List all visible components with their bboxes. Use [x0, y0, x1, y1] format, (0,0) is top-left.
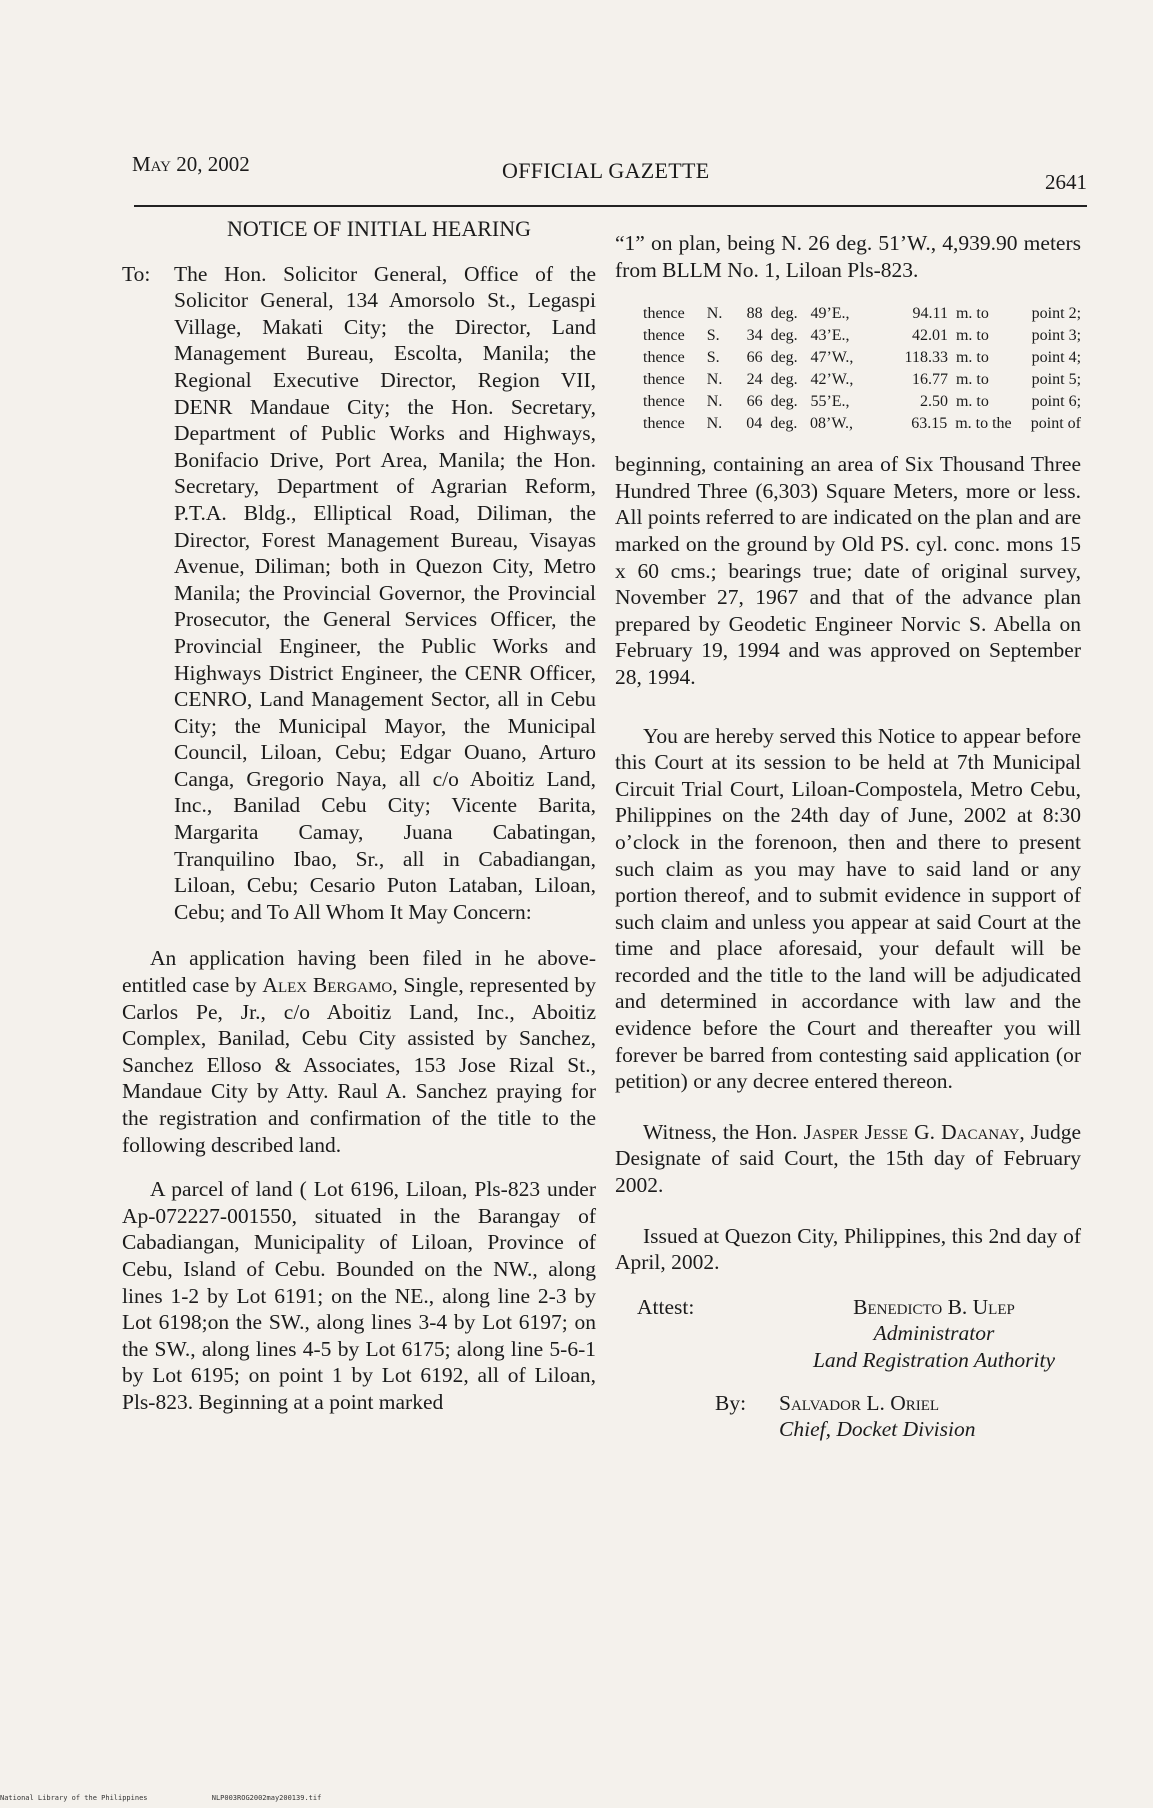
bearing-deg: 66: [746, 393, 763, 411]
bearing-min: 55’E.,: [810, 393, 850, 411]
bearing-m: m. to: [955, 371, 989, 389]
by-label: By:: [715, 1390, 747, 1415]
bearing-dir: S.: [706, 349, 720, 367]
scan-footer: [0, 1794, 381, 1802]
attest-role: Administrator: [873, 1321, 995, 1346]
bearing-dist: 118.33: [904, 349, 948, 367]
bearing-m: m. to: [955, 327, 989, 345]
bearing-min: 47’W.,: [810, 349, 854, 367]
bearing-deg: 66: [746, 349, 763, 367]
bearing-unit: deg.: [770, 415, 798, 433]
bearing-unit: deg.: [770, 349, 798, 367]
bearing-dir: N.: [706, 393, 723, 411]
bearing-dist: 94.11: [912, 305, 948, 323]
bearing-dir: N.: [706, 415, 723, 433]
bearing-dist: 16.77: [911, 371, 948, 389]
bearing-min: 42’W.,: [810, 371, 854, 389]
bearing-to: point 4;: [1031, 349, 1082, 367]
attest-name: Benedicto B. Ulep: [853, 1294, 1015, 1319]
bearing-row: [643, 303, 1081, 325]
bearing-row: [643, 347, 1081, 369]
applicant-name: Alex Bergamo: [262, 973, 393, 998]
by-signatory: [765, 1390, 1081, 1443]
footer-filename: NLP003ROG2002may200139.tif: [211, 1794, 322, 1802]
bearing-min: 08’W.,: [810, 415, 854, 433]
application-paragraph: An application having been filed in he above-entitled case by Alex Bergamo, Single, represented by Carlos Pe, Jr., c/o Aboitiz Land, Inc., Aboitiz Complex, Banilad, Cebu City assisted by Sanchez, Sanchez Elloso & Associates, 153 Jose Rizal St., Mandaue City by Atty. Raul A. Sanchez praying for the registration and confirmation of the title to the following described land.: [122, 946, 596, 1157]
bearing-word: thence: [643, 305, 685, 323]
header-date: May 20, 2002: [132, 152, 250, 176]
bearing-row: [643, 369, 1081, 391]
bearing-word: thence: [643, 349, 685, 367]
attest-block: [615, 1294, 1081, 1374]
bearing-dir: N.: [706, 305, 723, 323]
header-rule: [134, 205, 1087, 207]
bearing-dist: 63.15: [911, 415, 948, 433]
bearing-m: m. to: [955, 393, 989, 411]
bearing-dir: N.: [706, 371, 723, 389]
parcel-paragraph: A parcel of land ( Lot 6196, Liloan, Pls-823 under Ap-072227-001550, situated in the Barangay of Cabadiangan, Municipality of Liloan, Province of Cebu, Island of Cebu. Bounded on the NW., along lines 1-2 by Lot 6191; on the NE., along line 2-3 by Lot 6198;on the SW., along lines 3-4 by Lot 6197; on the SW., along lines 4-5 by Lot 6175; along line 5-6-1 by Lot 6195; on point 1 by Lot 6192, all of Liloan, Pls-823. Beginning at a point marked: [122, 1177, 596, 1414]
bearing-deg: 88: [746, 305, 763, 323]
footer-library: National Library of the Philippines: [0, 1794, 148, 1802]
by-name: Salvador L. Oriel: [779, 1390, 940, 1415]
bearing-word: thence: [643, 415, 685, 433]
attest-label: Attest:: [637, 1294, 695, 1319]
bearing-to: point 5;: [1031, 371, 1082, 389]
attest-signatory: [787, 1294, 1081, 1374]
header-title: OFFICIAL GAZETTE: [502, 158, 710, 183]
bearing-unit: deg.: [770, 305, 798, 323]
to-label: To:: [122, 261, 151, 286]
by-block: [615, 1390, 1081, 1443]
bearing-m: m. to the: [955, 415, 1012, 433]
header-page-number: 2641: [1045, 170, 1087, 194]
bearing-m: m. to: [955, 349, 989, 367]
bearing-word: thence: [643, 393, 685, 411]
left-column: [122, 216, 596, 1434]
bearing-unit: deg.: [770, 327, 798, 345]
bearing-dir: S.: [706, 327, 720, 345]
bearing-deg: 04: [746, 415, 763, 433]
parcel-continuation: “1” on plan, being N. 26 deg. 51’W., 4,939.90 meters from BLLM No. 1, Liloan Pls-823.: [615, 231, 1081, 282]
area-paragraph: beginning, containing an area of Six Thousand Three Hundred Three (6,303) Square Meters, more or less. All points referred to are indicated on the plan and are marked on the ground by Old PS. cyl. conc. mons 15 x 60 cms.; bearings true; date of original survey, November 27, 1967 and that of the advance plan prepared by Geodetic Engineer Norvic S. Abella on February 19, 1994 and was approved on September 28, 1994.: [615, 452, 1081, 689]
bearing-to: point 2;: [1031, 305, 1082, 323]
bearing-to: point of: [1030, 415, 1081, 433]
witness-paragraph: Witness, the Hon. Jasper Jesse G. Dacanay, Judge Designate of said Court, the 15th day of February 2002.: [615, 1119, 1081, 1198]
by-role: Chief, Docket Division: [779, 1417, 976, 1442]
bearing-to: point 6;: [1031, 393, 1082, 411]
right-column: [615, 230, 1081, 1443]
served-paragraph: You are hereby served this Notice to appear before this Court at its session to be held at 7th Municipal Circuit Trial Court, Liloan-Compostela, Metro Cebu, Philippines on the 24th day of June, 2002 at 8:30 o’clock in the forenoon, then and there to present such claim as you may have to said land or any portion thereof, and to submit evidence in support of such claim and unless you appear at said Court at the time and place aforesaid, your default will be recorded and the title to the land will be adjudicated and determined in accordance with law and the evidence before the Court and thereafter you will forever be barred from contesting said application (or petition) or any decree entered thereon.: [615, 723, 1081, 1094]
bearing-dist: 42.01: [911, 327, 948, 345]
issued-paragraph: Issued at Quezon City, Philippines, this 2nd day of April, 2002.: [615, 1223, 1081, 1275]
addressee-list: The Hon. Solicitor General, Office of the Solicitor General, 134 Amorsolo St., Legaspi Village, Makati City; the Director, Land Management Bureau, Escolta, Manila; the Regional Executive Director, Region VII, DENR Mandaue City; the Hon. Secretary, Department of Public Works and Highways, Bonifacio Drive, Port Area, Manila; the Hon. Secretary, Department of Agrarian Reform, P.T.A. Bldg., Elliptical Road, Diliman, the Director, Forest Management Bureau, Visayas Avenue, Diliman; both in Quezon City, Metro Manila; the Provincial Governor, the Provincial Prosecutor, the General Services Officer, the Provincial Engineer, the Public Works and Highways District Engineer, the CENR Officer, CENRO, Land Management Sector, all in Cebu City; the Municipal Mayor, the Municipal Council, Liloan, Cebu; Edgar Ouano, Arturo Canga, Gregorio Naya, all c/o Aboitiz Land, Inc., Banilad Cebu City; Vicente Barita, Margarita Camay, Juana Cabatingan, Tranquilino Ibao, Sr., all in Cabadiangan, Liloan, Cebu; Cesario Puton Lataban, Liloan, Cebu; and To All Whom It May Concern:: [174, 261, 596, 924]
bearing-deg: 34: [746, 327, 763, 345]
bearing-word: thence: [643, 327, 685, 345]
notice-title: NOTICE OF INITIAL HEARING: [226, 216, 532, 241]
bearing-to: point 3;: [1031, 327, 1082, 345]
bearing-m: m. to: [955, 305, 989, 323]
page-header: [132, 150, 1087, 198]
judge-name: Jasper Jesse G. Dacanay: [803, 1119, 1020, 1144]
bearing-min: 43’E.,: [810, 327, 850, 345]
addressees: [122, 261, 596, 926]
attest-agency: Land Registration Authority: [812, 1348, 1056, 1372]
bearing-min: 49’E.,: [810, 305, 850, 323]
bearing-row: [643, 325, 1081, 347]
bearing-row: [643, 391, 1081, 413]
bearing-unit: deg.: [770, 393, 798, 411]
bearings-table: [643, 303, 1081, 435]
bearing-row: [643, 413, 1081, 435]
bearing-dist: 2.50: [919, 393, 948, 411]
bearing-deg: 24: [746, 371, 763, 389]
bearing-unit: deg.: [770, 371, 798, 389]
bearing-word: thence: [643, 371, 685, 389]
